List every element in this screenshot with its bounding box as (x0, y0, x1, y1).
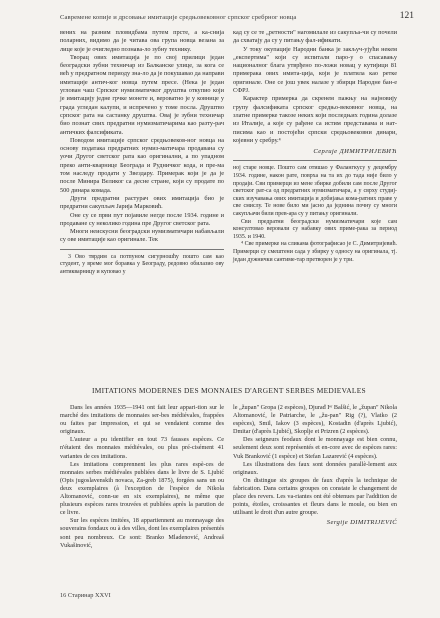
footnote-divider (60, 249, 224, 250)
paragraph: Les illustrations des faux sont données parallè-lement aux originaux. (233, 460, 397, 476)
paragraph: Sur les espèces imitées, 18 appartiennent au monnayage des souverains fondaux ou à des villes, dont les exemplaires présentés sont peu nombreux. Ce sont: Branko Mladenović, Andreaš Vukašinović, (60, 517, 224, 549)
footnote-text: ⁴ Све примерке на сликама фотографисао је С. Димитријевић. Примерци су смештени сада у збирку у односу на оригинала, тј. један дужнички сантиме-тар претворен је у три. (233, 241, 397, 263)
paragraph: Des seigneurs feodaux dont le monnayage est bien connu, seulement deux sont représentés et en-core avec de espèces rares: Vuk Branković (1 espèce) et Stefan Lazarević (4 espèces). (233, 436, 397, 460)
paragraph: кад су се те „ретности" нагомилале из сакупља-чи су почели да схватају да су у питању фал-ификати. (233, 29, 397, 45)
paragraph: On distingue six groupes de faux d'après la technique de fabrication. Dans certains groupes on constate le changement de place des revers. Les va-riantes ont été obtenues par l'addition de points, étoiles, croissantes et fleurs dans le moule, ou bien en utilisant le droit d'un autre groupe. (233, 476, 397, 517)
running-head: Савремене копије и дрсовање имитације средњовековног српског сребрног новца (60, 14, 297, 21)
page-footer: 16 Старинар XXVI (60, 592, 111, 599)
summary-left-column (60, 404, 224, 550)
paragraph: Dans les années 1935—1941 ont fait leur appari-tion sur le marché des imitations de monnaies ser-bes médiévales, frappées ou faites par impression, et qui se vendaient comme des originaux. (60, 404, 224, 436)
footnote-block (233, 165, 397, 264)
paragraph: У току окупације Народни банка је закључ-ујући некем „експертима" који су испитали паро-у о спасавању националног блага утврђено по-ложи новац у кутијици 81 примерака ових имита-ција, који је платила као ретке оригинале. Оне се још увек налазе у збирци Народне бан-е СФРЈ. (233, 45, 397, 95)
footnote-text: Сви предратни београдски нумизматичари које сам консултовао веровали су набавку ових приме-рака за период 1935. и 1940. (233, 218, 397, 240)
paragraph: Други предратни растурач ових имитација био је предратни сакупљач Јарија Марковић. (60, 194, 224, 211)
article-left-column (60, 29, 224, 277)
page-number: 121 (399, 11, 414, 21)
paragraph: Оне су се први пут појавиле негде после 1934. године и продаване су неколико година пре Другог светског рата. (60, 211, 224, 227)
author-signature: Sergije DIMITRIJEVIĆ (326, 519, 397, 527)
paragraph: le „župan" Gropa (2 espèces), Djurađ Iᵉʳ Balšić, le „župan" Nikola Altomanović, le Patriarche, le „žu-pan" Rig (?), Vlatko (2 espèces), Smil, Iakov (3 espèces), Kostadin (d'après Ljubić), Dmitar (d'après Ljubić), Skoplje et Prizren (2 espèces). (233, 404, 397, 436)
article-right-column (233, 29, 397, 264)
paragraph: Карактер примерка да скренем пажњу на најновију групу фалсификата српског средњо-вековног новца, на златне примерке такозе неких који последњих година долазе из Италије, а које су рађене са истим представама и нат-писима као и постојећи српски средњовековни динари, којевни у сребру.⁴ (233, 95, 397, 144)
summary-right-column (233, 404, 397, 530)
footnote-divider (233, 160, 397, 161)
paragraph: Les imitations comprennent les plus rares espè-ces de monnaies serbes médiévales publiées dans le livre de S. Ljubić (Opis jugoslavenskih novaca, Za-greb 1875), forgées sans un ou deux exemplaires (à l'exception de l'espèce de Nikola Altomanović, conn-ue en six exemplaires), ne même que plusieurs espèces rares trouvées et publiées après la parution de ce livre. (60, 460, 224, 517)
footnote-text: 3 Ово тврдим са потпуном сигурношћу пошто сам као студент, у време мог боравка у Београду, редовно обилазио ову антикварницу и куповао у (60, 253, 224, 275)
paragraph: L'auteur a pu identifier en tout 73 fausses espèces. Ce n'étaient des monnaies médiévales, ou plus pré-cisément 41 variantes de ces imitations. (60, 436, 224, 460)
paragraph: Многи неискусни београдски нумизматичари набављали су ове имитације као оригинале. Тек (60, 228, 224, 244)
footnote-text: ној старе новце. Пошто сам отишао у Фалангкусу у децембру 1934. године, након рате, поврха на та их до тада није било у продаји. Сви примерци из мене збирке добили сам после Другог светског рат-са од предратних нумизматичара, а у сврху студиј-ских изучавања ових имитација и добијања кома-ратних праве у свe смислу. Те нове било ми јасно да једнина почну су многи сакупљачи били прев-ара су у питању оригинали. (233, 165, 397, 218)
author-signature: Сергије ДИМИТРИЈЕВИЋ (313, 148, 397, 156)
footnote-block (60, 254, 224, 277)
paragraph: Поводом имитације српског средњовеков-ног новца на основу података предратних нумиз-матичара продавана су уочи Другог светског рата као оригинални, а по упадном преко анти-кварнице Београда и Рудничког кода, и пре-ма том наследу продати у Звездару. Примерак који је да је после Минира Великог са десне стране, који су продате по 500 динара комада. (60, 136, 224, 194)
paragraph: вених на разним пловидбама путем прсте, а ка-снија поларних, видимо да је читава ова група новца везана за лице које је очигледно познава-ло зубну технику. (60, 29, 224, 53)
summary-title: IMITATIONS MODERNES DES MONNAIES D'ARGENT SERBES MEDIEVALES (92, 386, 366, 395)
paragraph: Творац ових имитација је по свој прилици један београдски зубни техничар из Балканске улице, за кога се већ у предратном периоду зна-ло да је покушавао да направи имитације антич-ког новца путем пресе. (Нека је један углован чаш Српског нумизматичког друштва откупио који је имитацију једне грчке монете и, вероватно је у ковнице у града угледан калупи, и испречено у томе посла. Друштво српског рата на састанку друштва. Овај је зубни техничар био познат свих предратни нумизматичарима као разту-рач античких фалсификата. (60, 53, 224, 136)
